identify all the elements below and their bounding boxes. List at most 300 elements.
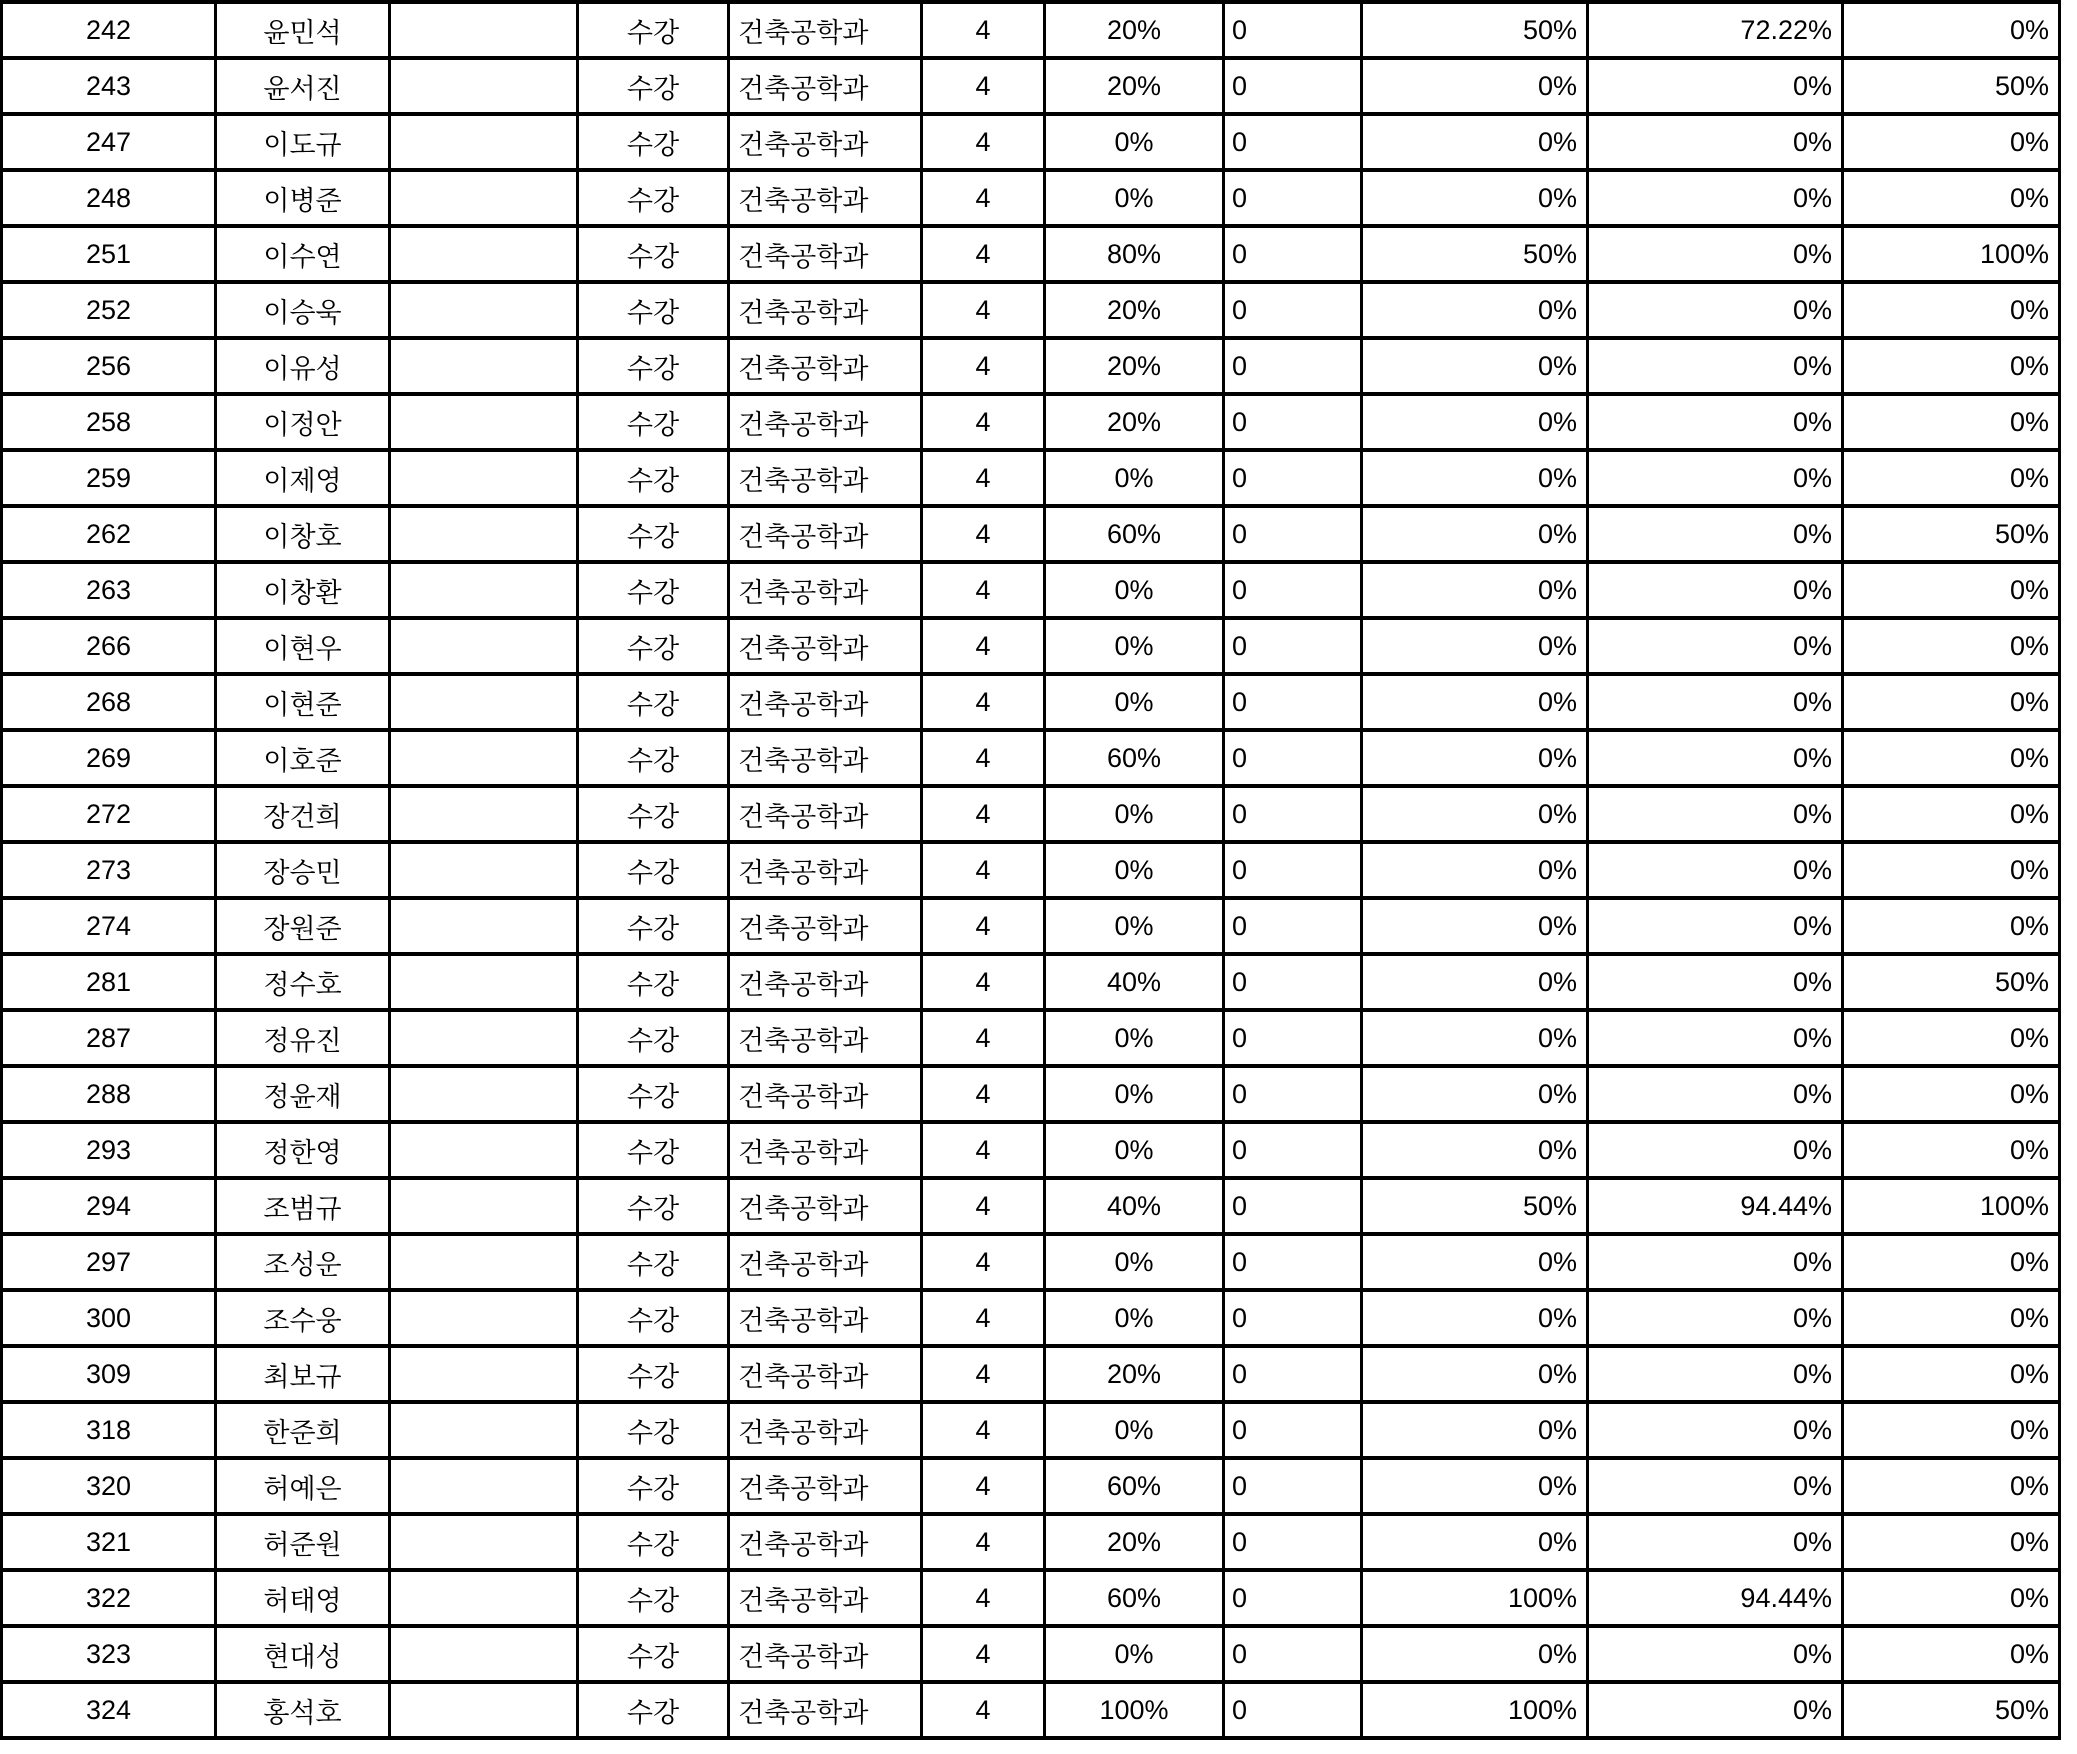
table-cell: 4 (922, 394, 1045, 450)
table-cell (390, 674, 578, 730)
table-cell: 이도규 (216, 114, 390, 170)
table-cell: 정유진 (216, 1010, 390, 1066)
table-cell: 건축공학과 (729, 898, 922, 954)
table-cell: 0% (1588, 842, 1843, 898)
table-cell (390, 1514, 578, 1570)
table-cell: 287 (2, 1010, 216, 1066)
table-cell: 0 (1224, 1402, 1362, 1458)
table-cell: 0 (1224, 954, 1362, 1010)
table-cell: 0% (1588, 170, 1843, 226)
table-cell: 0% (1045, 786, 1224, 842)
table-cell: 수강 (578, 1570, 729, 1626)
table-cell: 0 (1224, 394, 1362, 450)
table-cell: 0% (1362, 1346, 1588, 1402)
table-cell (390, 506, 578, 562)
table-cell: 50% (1843, 954, 2060, 1010)
table-cell: 수강 (578, 1346, 729, 1402)
table-cell: 이유성 (216, 338, 390, 394)
table-cell: 0 (1224, 786, 1362, 842)
table-cell (390, 1402, 578, 1458)
table-cell: 0% (1588, 1010, 1843, 1066)
table-cell: 258 (2, 394, 216, 450)
table-cell: 4 (922, 1122, 1045, 1178)
table-cell: 4 (922, 1626, 1045, 1682)
table-cell: 0 (1224, 618, 1362, 674)
table-cell: 0% (1362, 786, 1588, 842)
table-cell (390, 1234, 578, 1290)
table-cell: 0% (1045, 114, 1224, 170)
table-cell: 0 (1224, 1122, 1362, 1178)
table-cell: 0% (1588, 954, 1843, 1010)
table-cell: 0% (1362, 1066, 1588, 1122)
table-cell: 0 (1224, 2, 1362, 58)
table-cell: 0% (1843, 1346, 2060, 1402)
table-cell: 0% (1843, 1234, 2060, 1290)
table-cell: 50% (1362, 1178, 1588, 1234)
table-cell: 4 (922, 898, 1045, 954)
table-cell: 건축공학과 (729, 506, 922, 562)
table-row (2, 954, 2060, 1010)
table-cell: 0% (1362, 898, 1588, 954)
table-cell: 수강 (578, 674, 729, 730)
table-cell (390, 1290, 578, 1346)
table-cell: 297 (2, 1234, 216, 1290)
table-cell: 300 (2, 1290, 216, 1346)
table-cell: 0% (1362, 1514, 1588, 1570)
table-cell: 조수웅 (216, 1290, 390, 1346)
table-row (2, 1458, 2060, 1514)
table-cell: 0% (1588, 506, 1843, 562)
table-cell: 0 (1224, 282, 1362, 338)
table-cell: 0% (1843, 730, 2060, 786)
table-cell: 4 (922, 842, 1045, 898)
table-cell: 4 (922, 954, 1045, 1010)
table-cell: 0% (1843, 1010, 2060, 1066)
table-cell: 0% (1843, 1066, 2060, 1122)
table-cell: 건축공학과 (729, 1234, 922, 1290)
table-cell: 0% (1588, 1682, 1843, 1738)
table-cell: 80% (1045, 226, 1224, 282)
table-cell: 0% (1362, 282, 1588, 338)
table-cell: 0% (1362, 1626, 1588, 1682)
table-cell: 건축공학과 (729, 1458, 922, 1514)
table-cell: 조범규 (216, 1178, 390, 1234)
table-cell: 장승민 (216, 842, 390, 898)
table-cell: 수강 (578, 786, 729, 842)
table-cell: 0% (1045, 562, 1224, 618)
table-cell: 수강 (578, 1178, 729, 1234)
table-cell: 0% (1045, 1234, 1224, 1290)
table-cell: 4 (922, 1682, 1045, 1738)
table-row (2, 1570, 2060, 1626)
table-cell: 수강 (578, 898, 729, 954)
table-cell: 252 (2, 282, 216, 338)
table-cell: 건축공학과 (729, 618, 922, 674)
table-cell: 0% (1045, 842, 1224, 898)
table-cell: 50% (1843, 1682, 2060, 1738)
table-cell: 266 (2, 618, 216, 674)
table-cell: 4 (922, 562, 1045, 618)
table-cell: 293 (2, 1122, 216, 1178)
table-cell: 320 (2, 1458, 216, 1514)
table-row (2, 394, 2060, 450)
table-cell: 4 (922, 1514, 1045, 1570)
table-cell: 0% (1588, 1066, 1843, 1122)
table-row (2, 1682, 2060, 1738)
table-cell: 0% (1588, 1122, 1843, 1178)
table-cell: 0% (1843, 1570, 2060, 1626)
table-cell: 0% (1588, 730, 1843, 786)
table-cell: 0 (1224, 1234, 1362, 1290)
table-cell: 20% (1045, 58, 1224, 114)
table-cell: 0% (1045, 674, 1224, 730)
table-cell: 수강 (578, 954, 729, 1010)
table-cell (390, 58, 578, 114)
table-cell (390, 786, 578, 842)
table-cell: 건축공학과 (729, 842, 922, 898)
table-cell: 건축공학과 (729, 58, 922, 114)
table-cell: 0% (1362, 562, 1588, 618)
table-cell: 4 (922, 338, 1045, 394)
table-cell: 수강 (578, 1458, 729, 1514)
table-cell: 0% (1843, 282, 2060, 338)
table-cell: 최보규 (216, 1346, 390, 1402)
table-cell: 40% (1045, 1178, 1224, 1234)
table-cell: 0 (1224, 1178, 1362, 1234)
table-row (2, 1066, 2060, 1122)
table-row (2, 1346, 2060, 1402)
table-cell: 건축공학과 (729, 786, 922, 842)
table-cell: 0% (1843, 898, 2060, 954)
table-cell: 0 (1224, 1458, 1362, 1514)
table-cell: 4 (922, 1010, 1045, 1066)
table-cell: 0% (1843, 1626, 2060, 1682)
table-cell: 이병준 (216, 170, 390, 226)
table-cell: 0% (1362, 1290, 1588, 1346)
table-cell: 4 (922, 1346, 1045, 1402)
table-cell: 94.44% (1588, 1570, 1843, 1626)
table-cell: 수강 (578, 1290, 729, 1346)
table-cell: 4 (922, 1458, 1045, 1514)
table-cell: 0% (1588, 618, 1843, 674)
table-cell: 20% (1045, 394, 1224, 450)
table-cell (390, 1122, 578, 1178)
table-cell: 장원준 (216, 898, 390, 954)
table-cell: 0% (1843, 786, 2060, 842)
table-cell: 이수연 (216, 226, 390, 282)
table-cell: 4 (922, 1234, 1045, 1290)
table-cell: 0% (1843, 2, 2060, 58)
table-cell: 0 (1224, 58, 1362, 114)
table-cell: 4 (922, 450, 1045, 506)
table-cell: 이승욱 (216, 282, 390, 338)
table-cell: 이현우 (216, 618, 390, 674)
table-cell: 60% (1045, 730, 1224, 786)
table-cell (390, 1178, 578, 1234)
table-cell: 정윤재 (216, 1066, 390, 1122)
table-cell: 4 (922, 786, 1045, 842)
table-cell: 248 (2, 170, 216, 226)
table-cell: 269 (2, 730, 216, 786)
table-cell (390, 1066, 578, 1122)
table-cell: 정한영 (216, 1122, 390, 1178)
table-cell: 조성운 (216, 1234, 390, 1290)
table-cell: 건축공학과 (729, 1178, 922, 1234)
table-cell: 0% (1045, 618, 1224, 674)
table-cell: 0 (1224, 226, 1362, 282)
table-cell: 4 (922, 226, 1045, 282)
table-cell (390, 618, 578, 674)
table-cell (390, 842, 578, 898)
table-cell: 0% (1588, 282, 1843, 338)
table-cell: 수강 (578, 450, 729, 506)
table-cell: 4 (922, 1402, 1045, 1458)
table-cell: 4 (922, 730, 1045, 786)
table-cell: 281 (2, 954, 216, 1010)
table-cell: 허태영 (216, 1570, 390, 1626)
table-cell: 0% (1045, 170, 1224, 226)
table-cell: 322 (2, 1570, 216, 1626)
table-cell: 0% (1362, 674, 1588, 730)
table-cell: 20% (1045, 1346, 1224, 1402)
table-cell: 윤민석 (216, 2, 390, 58)
table-cell: 0 (1224, 450, 1362, 506)
table-cell: 수강 (578, 730, 729, 786)
table-cell (390, 1458, 578, 1514)
table-cell (390, 450, 578, 506)
table-cell: 수강 (578, 226, 729, 282)
table-cell: 4 (922, 1290, 1045, 1346)
table-cell: 288 (2, 1066, 216, 1122)
table-cell (390, 170, 578, 226)
roster-body (2, 2, 2060, 1738)
table-cell: 0 (1224, 170, 1362, 226)
table-cell: 0% (1588, 786, 1843, 842)
table-cell: 4 (922, 1570, 1045, 1626)
table-cell (390, 1682, 578, 1738)
table-cell: 0% (1362, 58, 1588, 114)
table-cell: 0% (1362, 730, 1588, 786)
table-cell (390, 954, 578, 1010)
table-cell: 263 (2, 562, 216, 618)
table-cell: 262 (2, 506, 216, 562)
table-cell: 60% (1045, 1570, 1224, 1626)
table-cell: 수강 (578, 1010, 729, 1066)
table-cell: 247 (2, 114, 216, 170)
table-cell: 0% (1843, 1290, 2060, 1346)
table-cell: 0% (1045, 898, 1224, 954)
table-cell: 0% (1588, 1234, 1843, 1290)
table-cell: 309 (2, 1346, 216, 1402)
table-cell: 72.22% (1588, 2, 1843, 58)
table-row (2, 282, 2060, 338)
table-cell: 수강 (578, 1402, 729, 1458)
table-cell: 건축공학과 (729, 394, 922, 450)
table-cell: 건축공학과 (729, 1570, 922, 1626)
table-cell: 50% (1843, 58, 2060, 114)
table-cell: 이창환 (216, 562, 390, 618)
table-cell: 0% (1588, 674, 1843, 730)
table-cell: 4 (922, 282, 1045, 338)
table-row (2, 170, 2060, 226)
table-cell: 0 (1224, 338, 1362, 394)
table-cell: 4 (922, 618, 1045, 674)
table-cell (390, 1010, 578, 1066)
table-cell (390, 114, 578, 170)
table-cell (390, 1626, 578, 1682)
table-row (2, 786, 2060, 842)
table-cell: 0% (1045, 450, 1224, 506)
table-cell: 수강 (578, 1066, 729, 1122)
table-row (2, 730, 2060, 786)
table-cell: 251 (2, 226, 216, 282)
table-cell: 수강 (578, 618, 729, 674)
table-cell: 수강 (578, 114, 729, 170)
table-row (2, 842, 2060, 898)
table-cell: 건축공학과 (729, 1402, 922, 1458)
table-cell: 0 (1224, 1346, 1362, 1402)
table-cell: 허예은 (216, 1458, 390, 1514)
table-cell: 273 (2, 842, 216, 898)
table-cell: 윤서진 (216, 58, 390, 114)
table-cell: 0 (1224, 506, 1362, 562)
table-row (2, 1234, 2060, 1290)
table-cell: 0% (1588, 114, 1843, 170)
table-row (2, 114, 2060, 170)
table-cell (390, 394, 578, 450)
table-cell: 건축공학과 (729, 1290, 922, 1346)
table-cell: 0% (1362, 114, 1588, 170)
table-row (2, 1122, 2060, 1178)
table-cell: 0% (1362, 954, 1588, 1010)
table-cell: 4 (922, 58, 1045, 114)
table-cell: 0 (1224, 898, 1362, 954)
table-cell: 0% (1843, 1122, 2060, 1178)
table-row (2, 1626, 2060, 1682)
table-cell: 256 (2, 338, 216, 394)
table-cell: 0% (1843, 394, 2060, 450)
table-cell: 0% (1588, 226, 1843, 282)
table-cell: 수강 (578, 394, 729, 450)
table-cell: 0 (1224, 114, 1362, 170)
table-cell: 0% (1588, 394, 1843, 450)
table-cell: 4 (922, 2, 1045, 58)
table-cell: 0 (1224, 1570, 1362, 1626)
table-row (2, 674, 2060, 730)
table-cell: 323 (2, 1626, 216, 1682)
table-cell: 0 (1224, 842, 1362, 898)
table-cell (390, 338, 578, 394)
table-cell: 건축공학과 (729, 1626, 922, 1682)
table-cell: 50% (1362, 2, 1588, 58)
table-cell (390, 730, 578, 786)
table-cell: 0% (1843, 1402, 2060, 1458)
table-cell: 100% (1843, 1178, 2060, 1234)
table-cell: 수강 (578, 1626, 729, 1682)
table-cell: 0% (1362, 1010, 1588, 1066)
table-cell: 4 (922, 114, 1045, 170)
table-cell: 0% (1843, 674, 2060, 730)
table-cell: 0% (1362, 338, 1588, 394)
table-cell: 건축공학과 (729, 730, 922, 786)
table-cell: 0% (1362, 1402, 1588, 1458)
table-cell: 건축공학과 (729, 1346, 922, 1402)
table-cell: 0% (1362, 1458, 1588, 1514)
table-cell: 20% (1045, 1514, 1224, 1570)
table-cell: 0 (1224, 730, 1362, 786)
table-cell: 321 (2, 1514, 216, 1570)
table-cell: 0% (1588, 58, 1843, 114)
table-cell: 건축공학과 (729, 1122, 922, 1178)
table-cell: 0% (1843, 1514, 2060, 1570)
table-cell: 수강 (578, 506, 729, 562)
table-cell (390, 282, 578, 338)
table-cell (390, 562, 578, 618)
table-cell: 0% (1843, 338, 2060, 394)
table-cell: 100% (1045, 1682, 1224, 1738)
table-cell: 242 (2, 2, 216, 58)
table-cell: 94.44% (1588, 1178, 1843, 1234)
table-cell: 이창호 (216, 506, 390, 562)
table-row (2, 1178, 2060, 1234)
table-cell: 0 (1224, 1010, 1362, 1066)
table-cell: 0% (1588, 1402, 1843, 1458)
table-cell: 0% (1588, 1346, 1843, 1402)
table-cell: 294 (2, 1178, 216, 1234)
table-cell: 이호준 (216, 730, 390, 786)
table-row (2, 562, 2060, 618)
table-cell: 0 (1224, 562, 1362, 618)
table-cell: 수강 (578, 58, 729, 114)
table-cell (390, 898, 578, 954)
table-cell: 0 (1224, 1066, 1362, 1122)
table-cell: 243 (2, 58, 216, 114)
table-cell: 건축공학과 (729, 954, 922, 1010)
table-cell: 0% (1362, 450, 1588, 506)
table-cell: 100% (1843, 226, 2060, 282)
table-cell: 272 (2, 786, 216, 842)
table-cell: 50% (1843, 506, 2060, 562)
table-cell: 0% (1045, 1066, 1224, 1122)
table-cell: 0% (1588, 562, 1843, 618)
table-cell: 홍석호 (216, 1682, 390, 1738)
table-cell: 0% (1362, 1122, 1588, 1178)
table-cell: 20% (1045, 282, 1224, 338)
table-cell: 0 (1224, 674, 1362, 730)
table-cell: 4 (922, 506, 1045, 562)
table-row (2, 450, 2060, 506)
table-cell: 건축공학과 (729, 1066, 922, 1122)
table-cell: 허준원 (216, 1514, 390, 1570)
table-cell: 수강 (578, 562, 729, 618)
table-cell: 4 (922, 1178, 1045, 1234)
table-cell: 건축공학과 (729, 1682, 922, 1738)
table-cell: 0% (1362, 170, 1588, 226)
table-cell: 274 (2, 898, 216, 954)
table-cell: 건축공학과 (729, 450, 922, 506)
table-row (2, 898, 2060, 954)
table-cell (390, 1570, 578, 1626)
table-cell: 한준희 (216, 1402, 390, 1458)
table-row (2, 506, 2060, 562)
table-cell: 268 (2, 674, 216, 730)
table-row (2, 1010, 2060, 1066)
table-cell: 건축공학과 (729, 1514, 922, 1570)
table-cell: 318 (2, 1402, 216, 1458)
table-cell: 0% (1045, 1122, 1224, 1178)
table-row (2, 338, 2060, 394)
table-row (2, 1290, 2060, 1346)
